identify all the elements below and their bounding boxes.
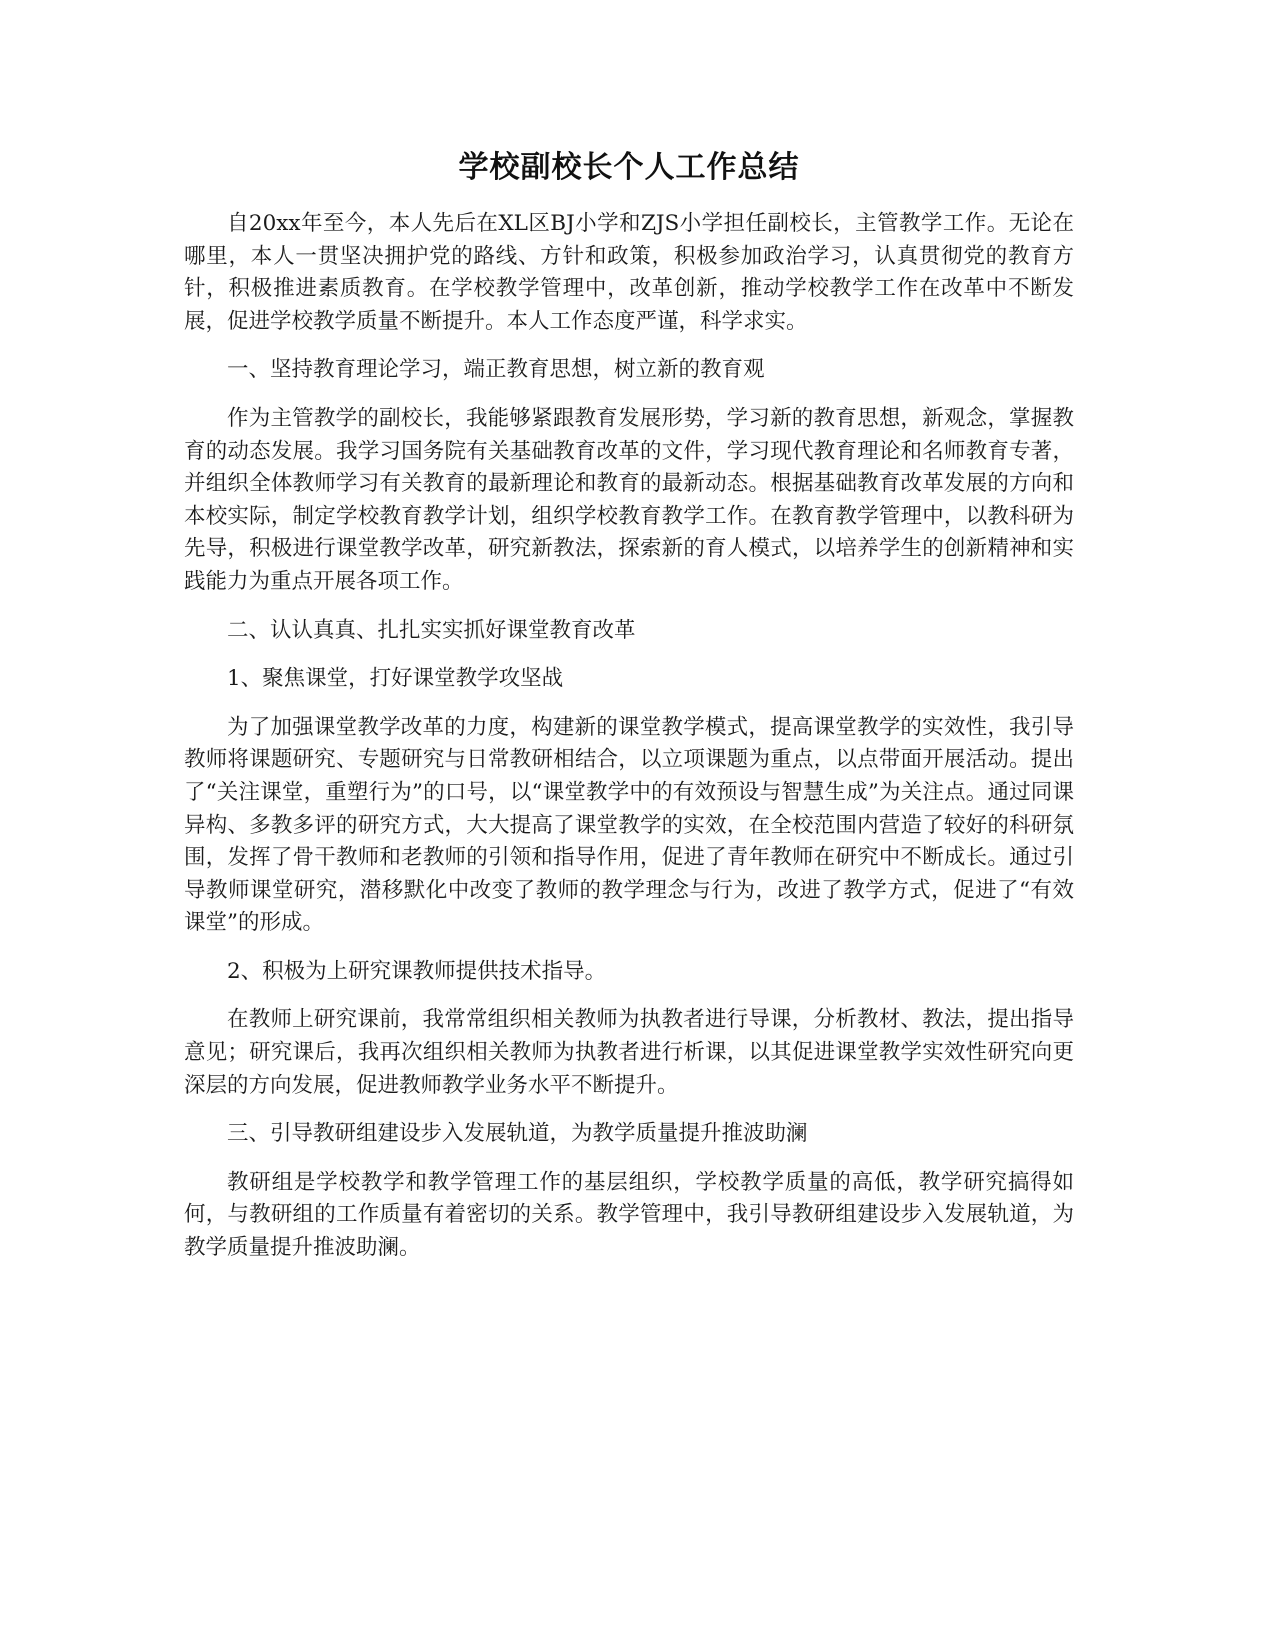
- subsection-heading-2-1: 1、聚焦课堂，打好课堂教学攻坚战: [227, 666, 564, 692]
- section-heading-2: 二、认认真真、扎扎实实抓好课堂教育改革: [227, 617, 636, 643]
- section-3-paragraph: 教研组是学校教学和教学管理工作的基层组织，学校教学质量的高低，教学研究搞得如何，与教研组的工作质量有着密切的关系。教学管理中，我引导教研组建设步入发展轨道，为教学质量提升推波助澜。: [184, 1169, 1074, 1261]
- subsection-heading-2-2: 2、积极为上研究课教师提供技术指导。: [227, 958, 607, 984]
- document-title: 学校副校长个人工作总结: [458, 150, 800, 185]
- intro-paragraph: 自20xx年至今，本人先后在XL区BJ小学和ZJS小学担任副校长，主管教学工作。无论在哪里，本人一贯坚决拥护党的路线、方针和政策，积极参加政治学习，认真贯彻党的教育方针，积极推进素质教育。在学校教学管理中，改革创新，推动学校教学工作在改革中不断发展，促进学校教学质量不断提升。本人工作态度严谨，科学求实。: [184, 211, 1074, 334]
- subsection-2-1-paragraph: 为了加强课堂教学改革的力度，构建新的课堂教学模式，提高课堂教学的实效性，我引导教师将课题研究、专题研究与日常教研相结合，以立项课题为重点，以点带面开展活动。提出了“关注课堂，重塑行为”的口号，以“课堂教学中的有效预设与智慧生成”为关注点。通过同课异构、多教多评的研究方式，大大提高了课堂教学的实效，在全校范围内营造了较好的科研氛围，发挥了骨干教师和老教师的引领和指导作用，促进了青年教师在研究中不断成长。通过引导教师课堂研究，潜移默化中改变了教师的教学理念与行为，改进了教学方式，促进了“有效课堂”的形成。: [184, 714, 1074, 936]
- subsection-2-2-paragraph: 在教师上研究课前，我常常组织相关教师为执教者进行导课，分析教材、教法，提出指导意见；研究课后，我再次组织相关教师为执教者进行析课，以其促进课堂教学实效性研究向更深层的方向发展，促进教师教学业务水平不断提升。: [184, 1007, 1074, 1098]
- document-page: [184, 148, 1074, 1281]
- section-heading-3: 三、引导教研组建设步入发展轨道，为教学质量提升推波助澜: [227, 1121, 808, 1147]
- section-heading-1: 一、坚持教育理论学习，端正教育思想，树立新的教育观: [227, 357, 765, 383]
- section-1-paragraph: 作为主管教学的副校长，我能够紧跟教育发展形势，学习新的教育思想，新观念，掌握教育的动态发展。我学习国务院有关基础教育改革的文件，学习现代教育理论和名师教育专著，并组织全体教师学习有关教育的最新理论和教育的最新动态。根据基础教育改革发展的方向和本校实际，制定学校教育教学计划，组织学校教育教学工作。在教育教学管理中，以教科研为先导，积极进行课堂教学改革，研究新教法，探索新的育人模式，以培养学生的创新精神和实践能力为重点开展各项工作。: [184, 405, 1074, 594]
